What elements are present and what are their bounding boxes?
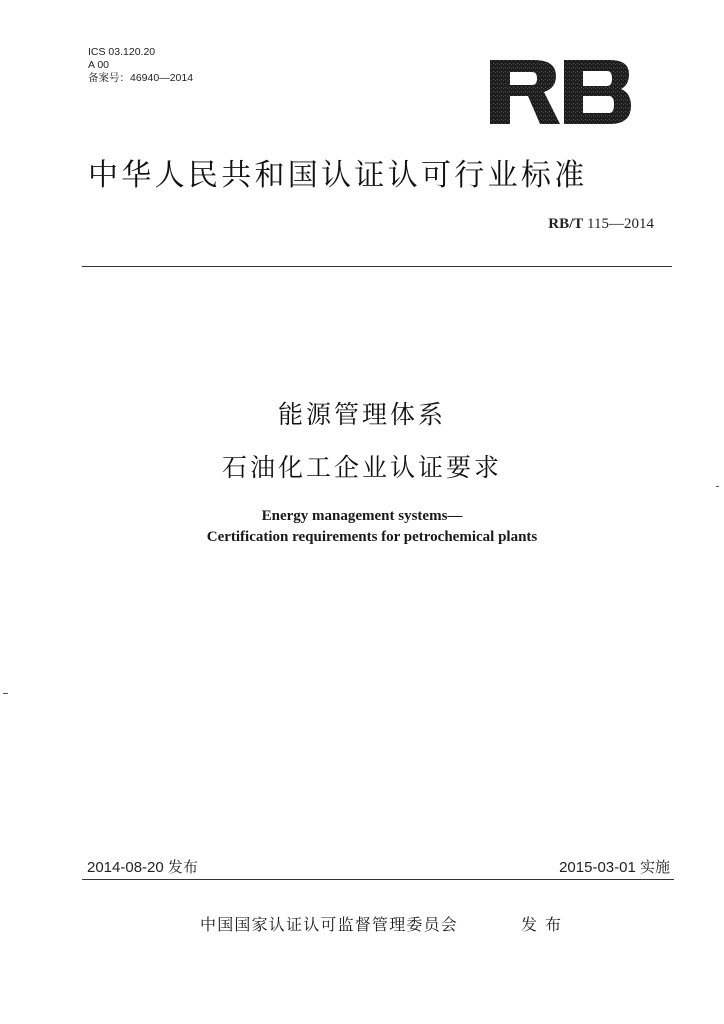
issuing-authority: 中国国家认证认可监督管理委员会 [200, 915, 459, 934]
standard-number-suffix: 115—2014 [583, 216, 654, 232]
classification-code: A 00 [88, 59, 110, 71]
header-divider [82, 266, 672, 267]
issue-label: 发布 [521, 915, 570, 934]
standard-number-prefix: RB/T [548, 216, 584, 232]
ics-code: ICS 03.120.20 [88, 46, 156, 58]
scan-mark [3, 693, 8, 694]
chinese-title-line-2: 石油化工企业认证要求 [221, 453, 502, 482]
chinese-title-line-1: 能源管理体系 [277, 400, 446, 429]
filing-number: 备案号：46940—2014 [88, 72, 194, 84]
footer-divider [82, 879, 674, 880]
standard-category-title: 中华人民共和国认证认可行业标准 [88, 158, 588, 193]
english-title-line-2: Certification requirements for petrochemical plants [206, 529, 538, 545]
implementation-date: 2015-03-01 实施 [559, 859, 670, 876]
document-metadata [88, 46, 193, 85]
issue-date: 2014-08-20 发布 [87, 859, 198, 876]
english-title-line-1: Energy management systems— [261, 508, 463, 524]
scan-mark [716, 486, 719, 487]
rb-logo [488, 58, 632, 126]
standard-number [548, 216, 654, 233]
